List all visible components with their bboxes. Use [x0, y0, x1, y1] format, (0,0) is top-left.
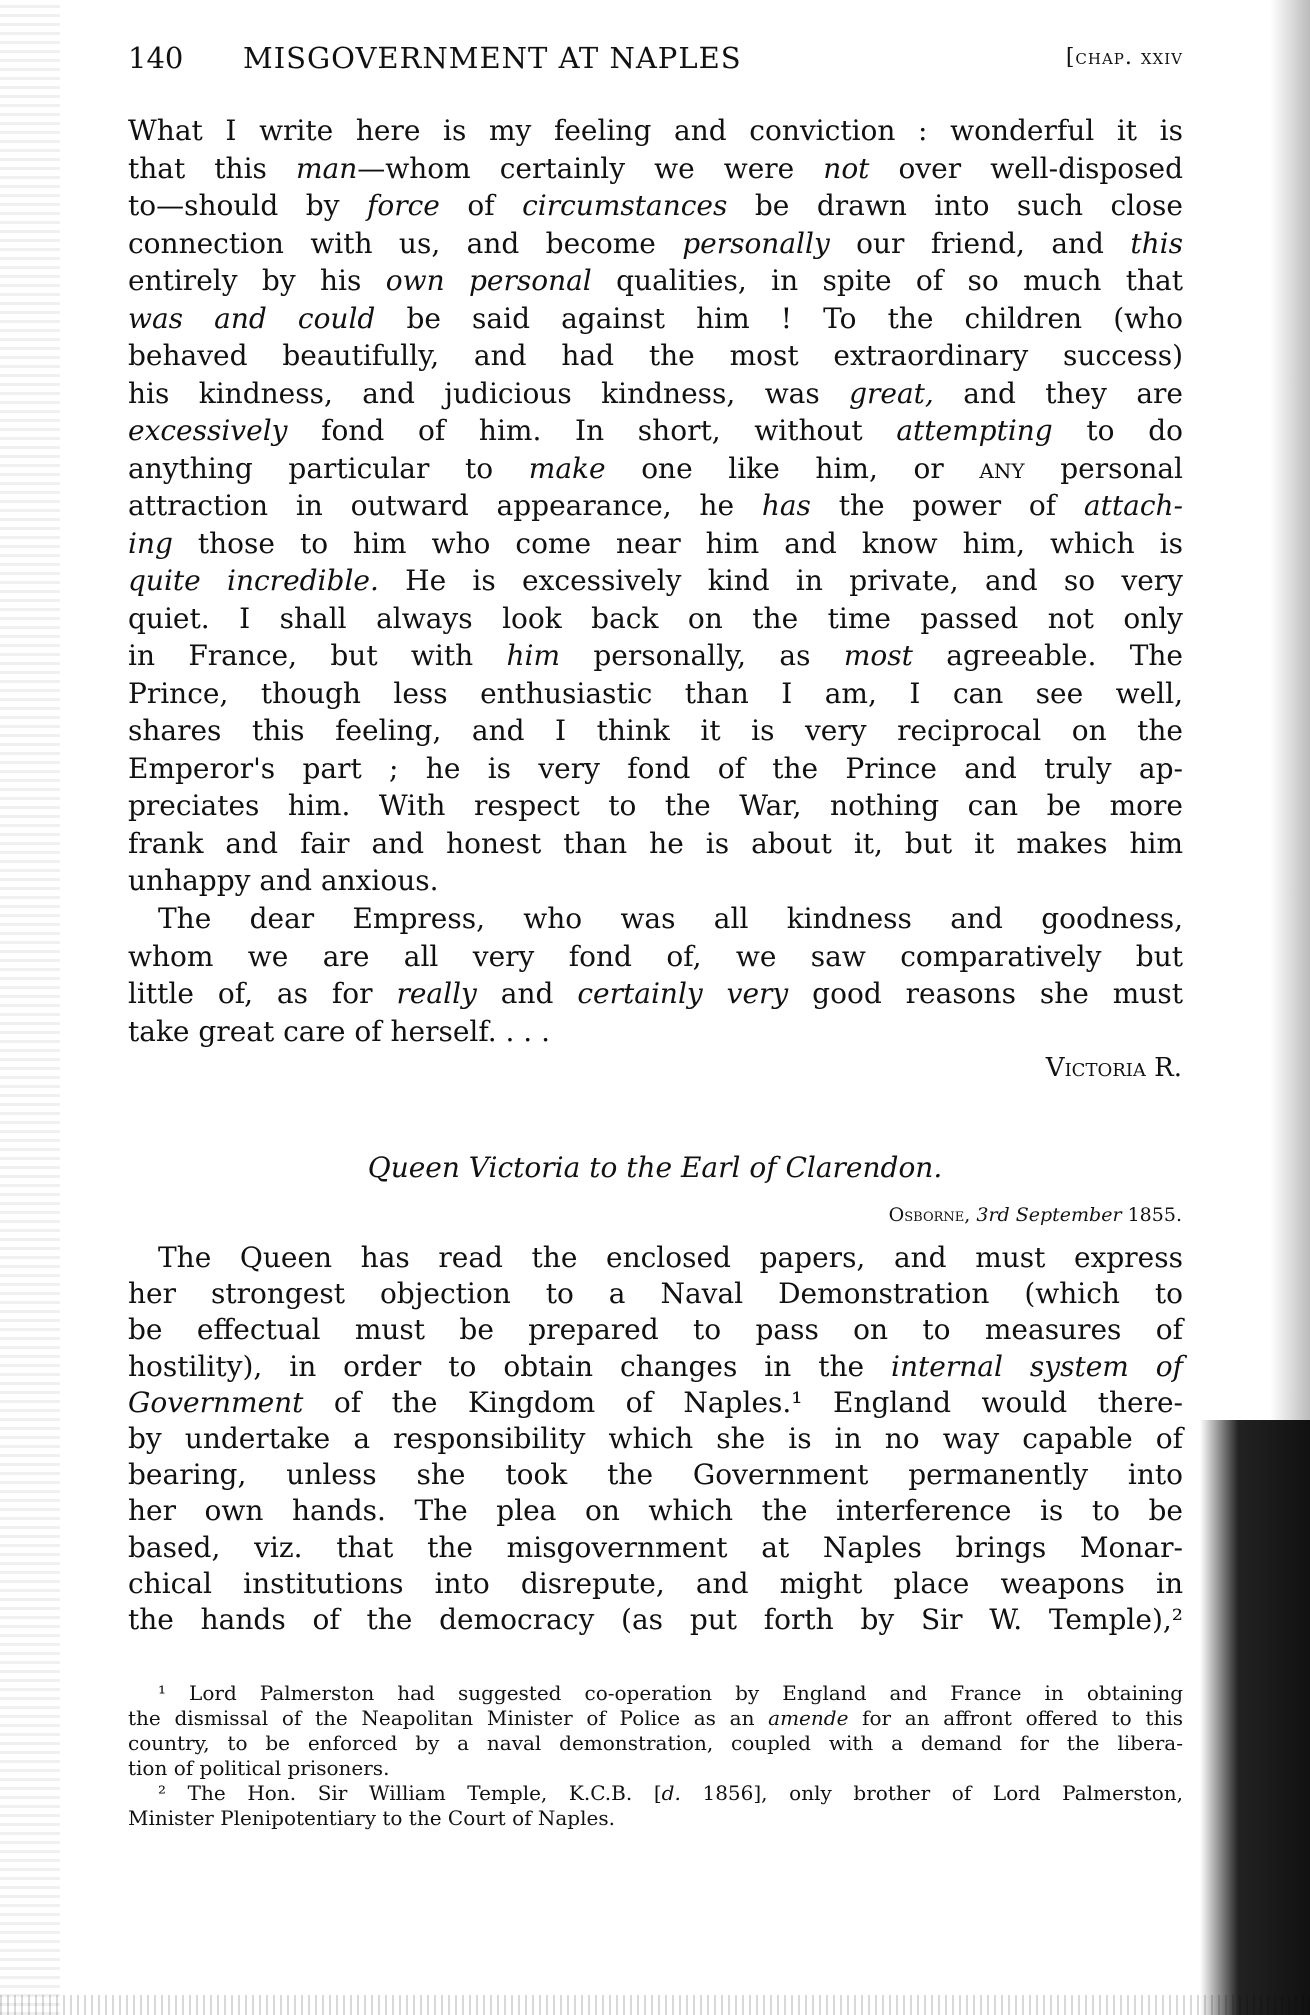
italic-text: circumstances: [522, 189, 728, 222]
italic-text: ing: [128, 526, 173, 560]
text-run: her own hands. The plea on which the interference is to be: [128, 1494, 1183, 1528]
text-line: [128, 487, 1183, 525]
text-run: by undertake a responsibility which she is in no way capable of: [128, 1422, 1183, 1456]
text-run: hostility), in order to obtain changes in the: [128, 1349, 892, 1383]
footnote-line: [128, 1781, 1183, 1806]
italic-text: this: [1130, 226, 1183, 260]
text-line: [128, 1421, 1183, 1457]
text-run: be drawn into such close: [727, 189, 1183, 222]
scan-edge-right: [1270, 0, 1310, 1420]
text-line: [128, 1530, 1183, 1566]
text-line: [128, 862, 1183, 900]
text-run: whom we are all very fond of, we saw comparatively but: [128, 939, 1183, 973]
text-run: good reasons she must: [788, 977, 1183, 1010]
italic-text: attach-: [1083, 489, 1183, 522]
italic-text: certainly very: [577, 977, 789, 1010]
text-line: [128, 337, 1183, 375]
text-run: fond of him. In short, without: [287, 414, 897, 447]
text-run: of: [439, 189, 523, 222]
text-line: [128, 1457, 1183, 1493]
italic-text: d.: [661, 1781, 681, 1805]
footnote-line: [128, 1756, 1183, 1781]
text-run: ² The Hon. Sir William Temple, K.C.B. [: [158, 1781, 662, 1805]
text-run: unhappy and anxious.: [128, 864, 439, 897]
small-caps-text: any: [979, 451, 1025, 485]
italic-text: not: [823, 151, 870, 185]
text-line: [128, 1349, 1183, 1385]
italic-text: really: [396, 977, 477, 1010]
text-run: her strongest objection to a Naval Demonstration (which to: [128, 1277, 1183, 1311]
text-run: What I write here is my feeling and conviction : wonderful it is: [128, 114, 1183, 147]
text-line: [128, 187, 1183, 225]
text-line: [128, 675, 1183, 713]
text-run: personally, as: [560, 639, 844, 672]
text-run: preciates him. With respect to the War, nothing can be more: [128, 789, 1183, 822]
text-line: [128, 525, 1183, 563]
text-run: behaved beautifully, and had the most extraordinary success): [128, 339, 1183, 372]
text-line: [128, 750, 1183, 788]
running-title: MISGOVERNMENT AT NAPLES: [243, 41, 742, 75]
dateline-date: 3rd September: [976, 1204, 1122, 1226]
text-line: [128, 225, 1183, 263]
text-line: [128, 1312, 1183, 1348]
text-run: be said against him ! To the children (who: [375, 301, 1183, 335]
text-run: anything particular to: [128, 451, 529, 485]
text-run: to—should by: [128, 189, 368, 222]
text-run: and they are: [933, 376, 1183, 410]
italic-text: him: [506, 639, 560, 672]
text-line: [128, 975, 1183, 1013]
text-run: shares this feeling, and I think it is very reciprocal on the: [128, 714, 1183, 747]
chapter-label: [chap. xxiv: [1065, 45, 1183, 70]
dateline: [889, 1202, 1182, 1228]
text-line: [128, 1493, 1183, 1529]
text-run: be effectual must be prepared to pass on to measures of: [128, 1313, 1183, 1347]
text-run: those to him who come near him and know him, which is: [172, 526, 1183, 560]
text-run: for an affront offered to this: [848, 1706, 1183, 1730]
text-run: Prince, though less enthusiastic than I am, I can see well,: [128, 676, 1183, 710]
text-run: 1856], only brother of Lord Palmerston,: [680, 1781, 1183, 1805]
text-line: [128, 1240, 1183, 1276]
text-line: [128, 1602, 1183, 1638]
scan-edge-left: [0, 0, 60, 2015]
text-run: over well-disposed: [869, 151, 1183, 185]
text-run: of the Kingdom of Naples.¹ England would there-: [303, 1385, 1183, 1419]
italic-text: has: [761, 489, 811, 522]
italic-text: was and could: [128, 301, 376, 335]
italic-text: excessively: [128, 414, 288, 447]
dateline-place: Osborne,: [888, 1204, 971, 1226]
text-run: based, viz. that the misgovernment at Naples brings Monar-: [128, 1530, 1183, 1564]
letter-body-1: [128, 112, 1183, 900]
italic-text: make: [528, 451, 606, 485]
text-run: little of, as for: [128, 977, 397, 1010]
text-run: The dear Empress, who was all kindness and goodness,: [158, 902, 1183, 935]
text-line: [128, 637, 1183, 675]
letter-body-1-paragraph-2: [128, 900, 1183, 1050]
letter-heading: Queen Victoria to the Earl of Clarendon.: [367, 1151, 943, 1184]
italic-text: man: [295, 151, 358, 185]
text-line: [128, 938, 1183, 976]
text-line: [128, 150, 1183, 188]
italic-text: Government: [128, 1385, 304, 1419]
text-line: [128, 1276, 1183, 1312]
dateline-year: 1855.: [1127, 1204, 1182, 1226]
text-run: The Queen has read the enclosed papers, and must express: [158, 1241, 1183, 1274]
text-run: our friend, and: [829, 226, 1131, 260]
text-line: [128, 600, 1183, 638]
text-run: the hands of the democracy (as put forth by Sir W. Temple),²: [128, 1603, 1183, 1637]
footnotes: [128, 1681, 1183, 1831]
italic-text: amende: [768, 1706, 849, 1730]
scan-edge-bottom: [0, 1995, 1310, 2015]
text-run: personal: [1024, 451, 1184, 485]
text-run: chical institutions into disrepute, and might place weapons in: [128, 1566, 1183, 1600]
text-run: ¹ Lord Palmerston had suggested co-operation by England and France in obtaining: [158, 1681, 1183, 1705]
italic-text: own personal: [385, 264, 592, 297]
letter-body-2: [128, 1240, 1183, 1638]
italic-text: quite incredible.: [128, 564, 379, 597]
footnote-line: [128, 1731, 1183, 1756]
text-run: in France, but with: [128, 639, 507, 672]
text-run: frank and fair and honest than he is about it, but it makes him: [128, 826, 1183, 860]
page-number: 140: [128, 41, 184, 75]
text-line: [128, 825, 1183, 863]
footnote-line: [128, 1681, 1183, 1706]
text-run: entirely by his: [128, 264, 386, 297]
text-run: bearing, unless she took the Government permanently into: [128, 1458, 1183, 1492]
text-line: [128, 412, 1183, 450]
text-run: the dismissal of the Neapolitan Minister of Police as an: [128, 1706, 769, 1730]
text-line: [128, 262, 1183, 300]
text-run: connection with us, and become: [128, 226, 683, 260]
text-run: qualities, in spite of so much that: [591, 264, 1183, 297]
text-run: agreeable. The: [912, 639, 1183, 672]
text-run: He is excessively kind in private, and so very: [378, 564, 1183, 597]
text-line: [128, 900, 1183, 938]
text-run: that this: [128, 151, 296, 185]
text-run: Emperor's part ; he is very fond of the Prince and truly ap-: [128, 751, 1183, 785]
text-run: his kindness, and judicious kindness, was: [128, 376, 850, 410]
text-line: [128, 112, 1183, 150]
footnote-line: [128, 1806, 1183, 1831]
running-header: [128, 38, 1183, 78]
text-run: one like him, or: [605, 451, 980, 485]
italic-text: personally: [682, 226, 830, 260]
text-line: [128, 562, 1183, 600]
footnote-line: [128, 1706, 1183, 1731]
italic-text: most: [843, 639, 913, 672]
text-line: [128, 1013, 1183, 1051]
italic-text: great,: [849, 376, 934, 410]
text-line: [128, 787, 1183, 825]
italic-text: force: [367, 189, 440, 222]
text-run: Minister Plenipotentiary to the Court of Naples.: [128, 1806, 615, 1830]
text-line: [128, 450, 1183, 488]
italic-text: internal system of: [891, 1349, 1183, 1383]
text-run: attraction in outward appearance, he: [128, 489, 762, 522]
text-run: tion of political prisoners.: [128, 1756, 390, 1780]
text-line: [128, 712, 1183, 750]
signature: Victoria R.: [1045, 1053, 1182, 1083]
scan-shadow-right: [1200, 1420, 1310, 2015]
text-line: [128, 1566, 1183, 1602]
text-run: to do: [1052, 414, 1183, 447]
text-line: [128, 1385, 1183, 1421]
italic-text: attempting: [896, 414, 1053, 447]
text-run: country, to be enforced by a naval demonstration, coupled with a demand for the libera-: [128, 1731, 1183, 1755]
text-run: quiet. I shall always look back on the time passed not only: [128, 601, 1183, 635]
text-run: —whom certainly we were: [357, 151, 824, 185]
text-run: and: [476, 977, 578, 1010]
text-line: [128, 375, 1183, 413]
text-line: [128, 300, 1183, 338]
text-run: the power of: [810, 489, 1084, 522]
text-run: take great care of herself. . . .: [128, 1014, 551, 1048]
